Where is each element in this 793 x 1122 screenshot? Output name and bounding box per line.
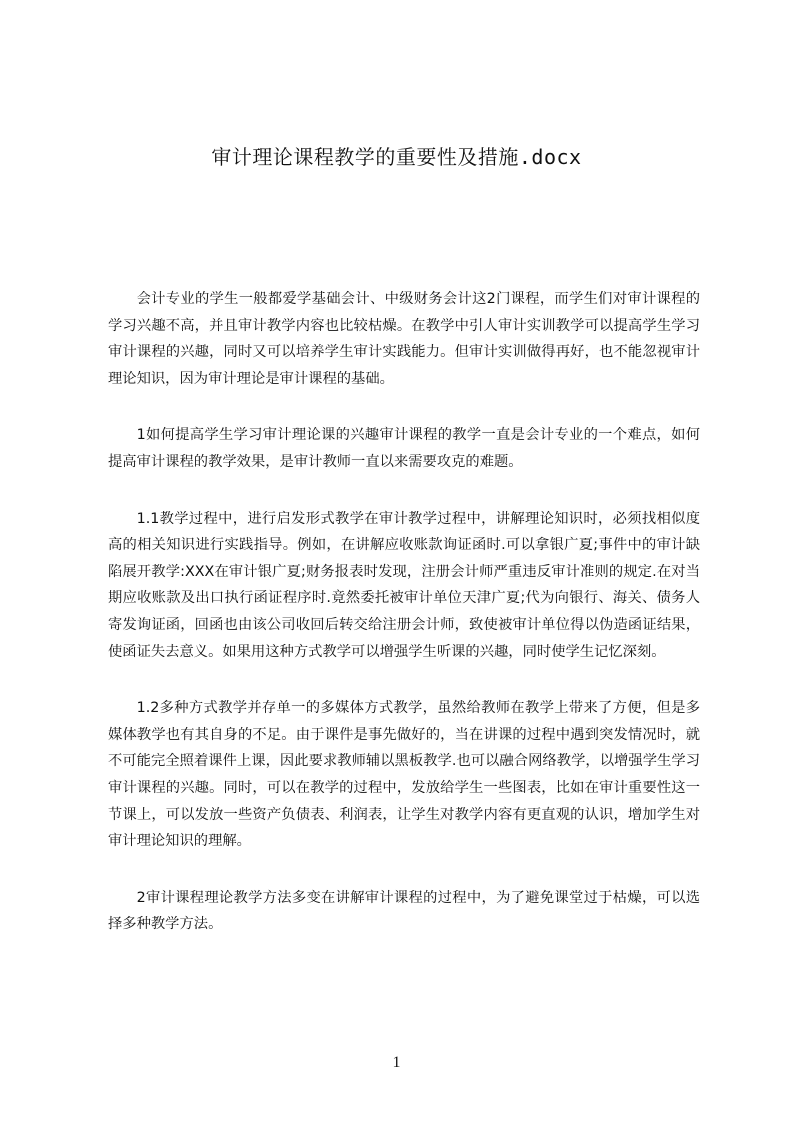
document-title: 审计理论课程教学的重要性及措施.docx — [211, 145, 582, 169]
paragraph-intro: 会计专业的学生一般都爱学基础会计、中级财务会计这2门课程，而学生们对审计课程的学习兴趣不高，并且审计教学内容也比较枯燥。在教学中引人审计实训教学可以提高学生学习审计课程的兴趣，同时又可以培养学生审计实践能力。但审计实训做得再好，也不能忽视审计理论知识，因为审计理论是审计课程的基础。 — [108, 291, 700, 387]
paragraph-section-2: 2审计课程理论教学方法多变在讲解审计课程的过程中，为了避免课堂过于枯燥，可以选择多种教学方法。 — [108, 889, 700, 933]
paragraph-section-1-1: 1.1教学过程中，进行启发形式教学在审计教学过程中，讲解理论知识时，必须找相似度高的相关知识进行实践指导。例如，在讲解应收账款询证函时.可以拿银广夏;事件中的审计缺陷展开教学:XXX在审计银广夏;财务报表时发现，注册会计师严重违反审计准则的规定.在对当期应收账款及出口执行函证程序时.竟然委托被审计单位天津广夏;代为向银行、海关、债务人寄发询证函，回函也由该公司收回后转交给注册会计师，致使被审计单位得以伪造函证结果，使函证失去意义。如果用这种方式教学可以增强学生听课的兴趣，同时使学生记忆深刻。 — [108, 510, 700, 660]
page-number: 1 — [392, 1054, 401, 1071]
document-body — [108, 286, 700, 968]
paragraph-section-1-2: 1.2多种方式教学并存单一的多媒体方式教学，虽然给教师在教学上带来了方便，但是多媒体教学也有其自身的不足。由于课件是事先做好的，当在讲课的过程中遇到突发情况时，就不可能完全照着课件上课，因此要求教师辅以黑板教学.也可以融合网络教学，以增强学生学习审计课程的兴趣。同时，可以在教学的过程中，发放给学生一些图表，比如在审计重要性这一节课上，可以发放一些资产负债表、利润表，让学生对教学内容有更直观的认识，增加学生对审计理论知识的理解。 — [108, 700, 700, 850]
paragraph-section-1: 1如何提高学生学习审计理论课的兴趣审计课程的教学一直是会计专业的一个难点，如何提高审计课程的教学效果，是审计教师一直以来需要攻克的难题。 — [108, 427, 700, 470]
